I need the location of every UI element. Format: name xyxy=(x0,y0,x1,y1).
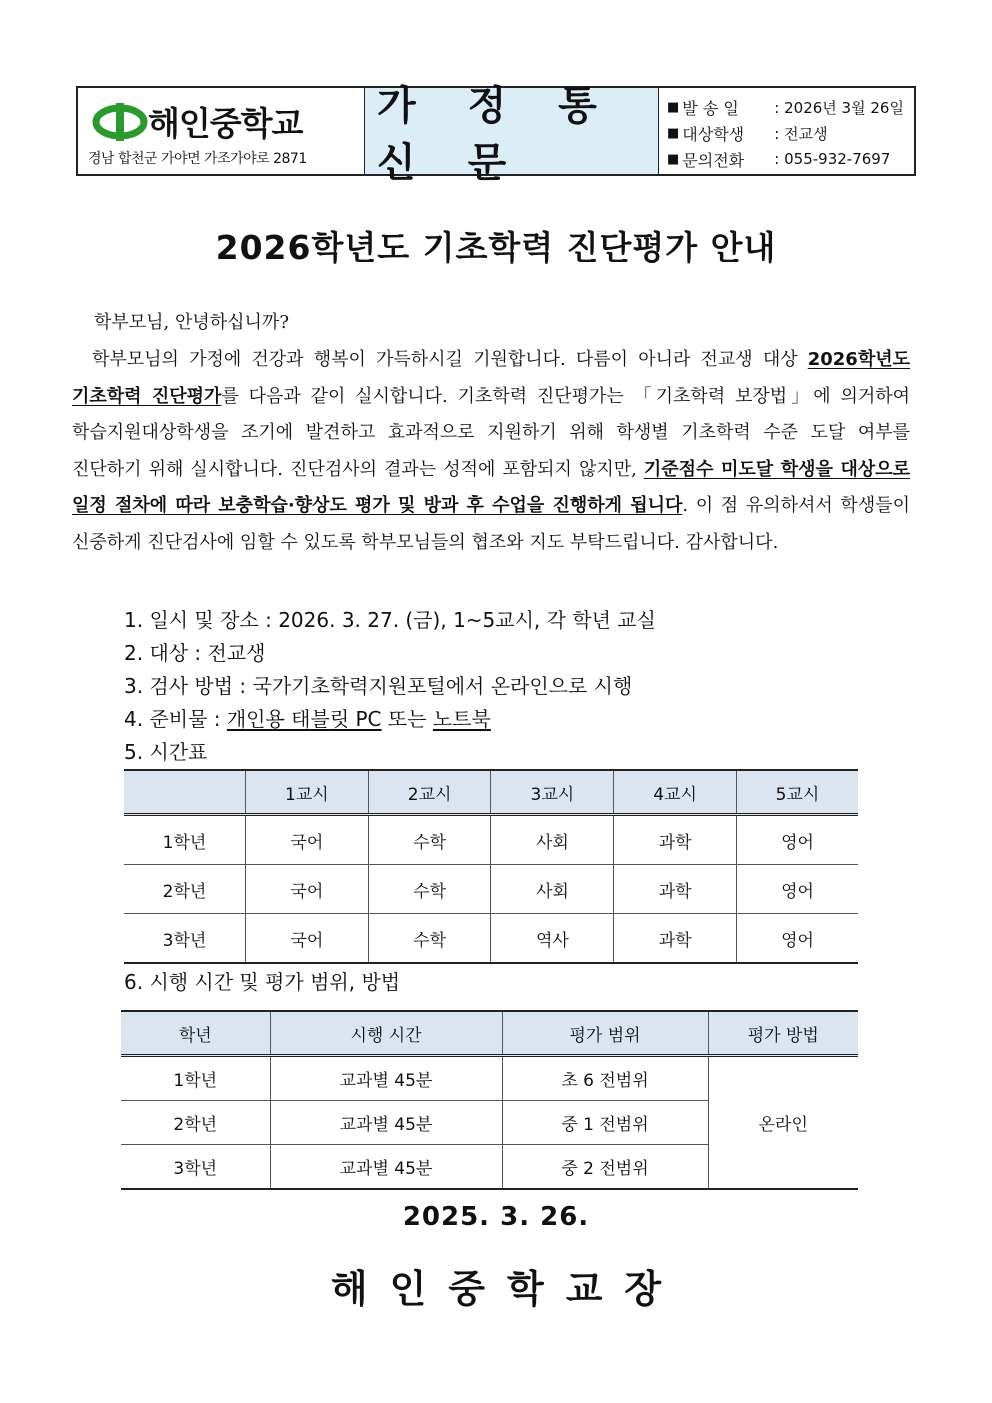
table-cell: 수학 xyxy=(368,815,491,865)
info-value: : 055-932-7697 xyxy=(774,150,891,168)
table-header-cell: 1교시 xyxy=(245,770,368,815)
table-header-cell: 4교시 xyxy=(614,770,737,815)
letterhead xyxy=(76,83,916,186)
table-cell: 초 6 전범위 xyxy=(502,1056,708,1101)
table-cell: 영어 xyxy=(737,815,858,865)
info-row-phone xyxy=(667,146,914,172)
table-cell: 영어 xyxy=(737,914,858,964)
table-header-cell: 5교시 xyxy=(737,770,858,815)
table-cell: 국어 xyxy=(245,865,368,914)
table-cell: 교과별 45분 xyxy=(270,1145,502,1190)
school-block xyxy=(78,88,365,174)
table-cell: 교과별 45분 xyxy=(270,1101,502,1145)
table-header-row xyxy=(121,1011,858,1056)
table-cell: 2학년 xyxy=(124,865,245,914)
timetable xyxy=(124,769,858,964)
school-name: 해인중학교 xyxy=(148,104,303,143)
body-text-3: . 이 점 유의하셔서 학생들이 신중하게 진단검사에 임할 수 있도록 학부모님들의 협조와 지도 부탁드립니다. 감사합니다. xyxy=(72,495,910,553)
table-cell: 영어 xyxy=(737,865,858,914)
table-header-cell: 평가 방법 xyxy=(708,1011,858,1056)
table-cell: 과학 xyxy=(614,865,737,914)
info-value: : 2026년 3월 26일 xyxy=(774,98,904,117)
table-row xyxy=(121,1056,858,1101)
body-text-2: 를 다음과 같이 실시합니다. 기초학력 진단평가는 「기초학력 보장법」에 의거하여 학습지원대상학생을 조기에 발견하고 효과적으로 지원하기 위해 학생별 기초학력 수준 도달 여부를 진단하기 위해 실시합니다. 진단검사의 결과는 성적에 포함되지 않지만, xyxy=(72,385,910,480)
send-info xyxy=(659,88,914,174)
table-cell: 3학년 xyxy=(121,1145,270,1190)
list-item-timetable: 5. 시간표 xyxy=(124,740,208,764)
supplies-or: 또는 xyxy=(381,707,433,731)
table-row xyxy=(124,815,858,865)
info-label: 발 송 일 xyxy=(682,98,739,118)
bullet-square-icon: ■ xyxy=(667,125,680,141)
table-cell: 1학년 xyxy=(121,1056,270,1101)
table-header-cell: 평가 범위 xyxy=(502,1011,708,1056)
list-item-target: 2. 대상 : 전교생 xyxy=(124,641,266,665)
table-cell: 3학년 xyxy=(124,914,245,964)
table-cell: 사회 xyxy=(491,865,614,914)
exam-table xyxy=(121,1010,858,1190)
table-header-cell: 2교시 xyxy=(368,770,491,815)
info-value: : 전교생 xyxy=(774,124,828,143)
table-cell: 사회 xyxy=(491,815,614,865)
info-row-send-date xyxy=(667,94,914,120)
table-cell: 1학년 xyxy=(124,815,245,865)
exam-method-cell: 온라인 xyxy=(708,1056,858,1190)
table-cell: 2학년 xyxy=(121,1101,270,1145)
table-header-cell: 학년 xyxy=(121,1011,270,1056)
issue-date: 2025. 3. 26. xyxy=(402,1202,590,1232)
table-cell: 국어 xyxy=(245,815,368,865)
info-label: 문의전화 xyxy=(682,150,745,170)
doc-type-title: 가 정 통 신 문 xyxy=(365,88,659,174)
table-cell: 중 2 전범위 xyxy=(502,1145,708,1190)
supplies-label: 4. 준비물 : xyxy=(124,707,227,731)
bullet-square-icon: ■ xyxy=(667,99,680,115)
exam-section-title: 6. 시행 시간 및 평가 범위, 방법 xyxy=(124,970,401,994)
table-cell: 과학 xyxy=(614,815,737,865)
body-paragraph xyxy=(72,342,910,561)
info-list xyxy=(124,604,656,769)
body-emphasis-2: 기준점수 미도달 학생을 대상으로 일정 절차에 따라 보충학습·향상도 평가 및 방과 후 수업을 진행하게 됩니다 xyxy=(72,458,911,516)
table-row xyxy=(124,914,858,964)
greeting: 학부모님, 안녕하십니까? xyxy=(94,312,289,333)
table-cell: 중 1 전범위 xyxy=(502,1101,708,1145)
table-cell: 수학 xyxy=(368,914,491,964)
table-header-row xyxy=(124,770,858,815)
info-row-target xyxy=(667,120,914,146)
school-logo-icon xyxy=(92,102,148,142)
table-cell: 역사 xyxy=(491,914,614,964)
table-header-cell: 시행 시간 xyxy=(270,1011,502,1056)
table-cell: 교과별 45분 xyxy=(270,1056,502,1101)
body-emphasis-1: 2026학년도 기초학력 진단평가 xyxy=(72,349,910,407)
supplies-tablet: 개인용 태블릿 PC xyxy=(226,707,382,731)
supplies-laptop: 노트북 xyxy=(432,707,491,731)
table-header-cell xyxy=(124,770,245,815)
table-cell: 수학 xyxy=(368,865,491,914)
school-address: 경남 합천군 가야면 가조가야로 2871 xyxy=(88,151,307,167)
document-title: 2026학년도 기초학력 진단평가 안내 xyxy=(215,228,777,267)
info-label: 대상학생 xyxy=(682,124,745,144)
logo-row xyxy=(92,98,302,145)
principal-signature: 해인중학교장 xyxy=(330,1266,684,1311)
body-text-1: 학부모님의 가정에 건강과 행복이 가득하시길 기원합니다. 다름이 아니라 전교생 대상 xyxy=(92,349,808,370)
table-header-cell: 3교시 xyxy=(491,770,614,815)
list-item-method: 3. 검사 방법 : 국가기초학력지원포털에서 온라인으로 시행 xyxy=(124,674,633,698)
table-row xyxy=(124,865,858,914)
bullet-square-icon: ■ xyxy=(667,151,680,167)
table-cell: 과학 xyxy=(614,914,737,964)
list-item-schedule: 1. 일시 및 장소 : 2026. 3. 27. (금), 1~5교시, 각 학년 교실 xyxy=(124,608,656,632)
list-item-supplies xyxy=(124,703,656,736)
table-cell: 국어 xyxy=(245,914,368,964)
